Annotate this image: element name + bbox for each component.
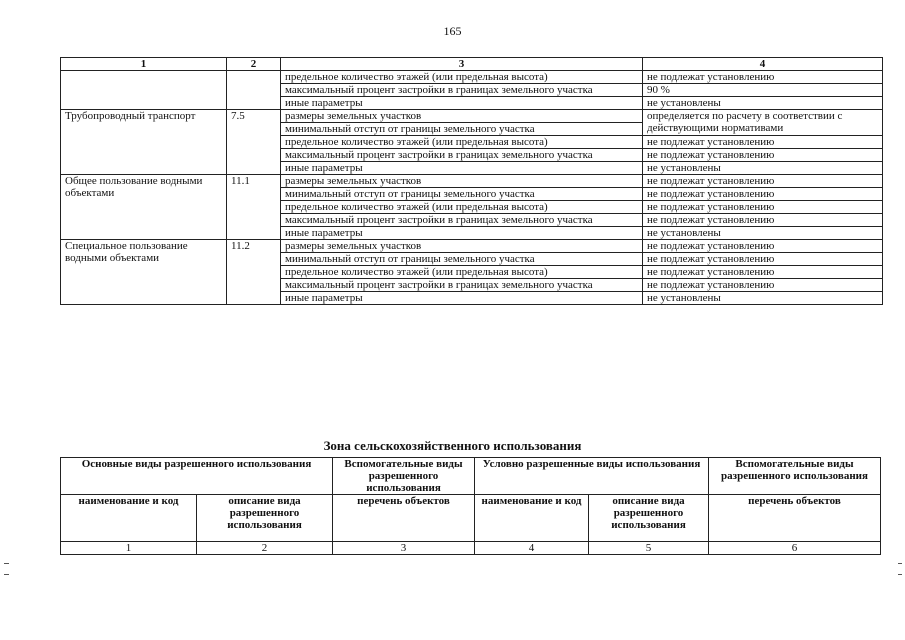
parameter-value: не подлежат установлению [643, 214, 883, 227]
conditional-uses-header: Условно разрешенные виды использования [475, 458, 709, 495]
column-number: 3 [281, 58, 643, 71]
parameter-name: размеры земельных участков [281, 110, 643, 123]
description-header: описание вида разрешенного использования [589, 495, 709, 542]
parameter-name: максимальный процент застройки в границах земельного участка [281, 84, 643, 97]
parameter-value: определяется по расчету в соответствии с действующими нормативами [643, 110, 883, 136]
description-header: описание вида разрешенного использования [197, 495, 333, 542]
column-number-row [61, 542, 881, 555]
use-type-code: 11.1 [227, 175, 281, 240]
table-row [61, 240, 883, 253]
use-type-code: 11.2 [227, 240, 281, 305]
parameter-value: не подлежат установлению [643, 240, 883, 253]
aux-uses-header: Вспомогательные виды разрешенного использования [333, 458, 475, 495]
parameter-name: минимальный отступ от границы земельного участка [281, 188, 643, 201]
objects-list-header: перечень объектов [333, 495, 475, 542]
parameter-value: не установлены [643, 97, 883, 110]
page-number: 165 [443, 24, 462, 38]
parameter-value: не подлежат установлению [643, 149, 883, 162]
column-number: 6 [709, 542, 881, 555]
objects-list-header: перечень объектов [709, 495, 881, 542]
parameter-name: максимальный процент застройки в границах земельного участка [281, 279, 643, 292]
parameter-name: предельное количество этажей (или предельная высота) [281, 71, 643, 84]
agricultural-zone-table [60, 457, 881, 555]
use-type-name: Трубопроводный транспорт [61, 110, 227, 175]
parameter-name: размеры земельных участков [281, 175, 643, 188]
parameter-value: не подлежат установлению [643, 279, 883, 292]
use-type-name [61, 71, 227, 110]
parameter-name: минимальный отступ от границы земельного участка [281, 253, 643, 266]
use-type-code [227, 71, 281, 110]
parameter-value: не подлежат установлению [643, 136, 883, 149]
column-number: 4 [475, 542, 589, 555]
parameter-name: максимальный процент застройки в границах земельного участка [281, 149, 643, 162]
aux-uses-header: Вспомогательные виды разрешенного использования [709, 458, 881, 495]
use-type-name: Общее пользование водными объектами [61, 175, 227, 240]
use-type-code: 7.5 [227, 110, 281, 175]
parameter-name: предельное количество этажей (или предельная высота) [281, 136, 643, 149]
parameter-name: предельное количество этажей (или предельная высота) [281, 266, 643, 279]
main-uses-header: Основные виды разрешенного использования [61, 458, 333, 495]
parameter-value: не установлены [643, 162, 883, 175]
parameter-name: иные параметры [281, 227, 643, 240]
parameter-value: 90 % [643, 84, 883, 97]
column-number: 1 [61, 542, 197, 555]
use-type-name: Специальное пользование водными объектами [61, 240, 227, 305]
margin-mark [898, 563, 902, 575]
top-header-row [61, 458, 881, 495]
name-code-header: наименование и код [61, 495, 197, 542]
column-number-row [61, 58, 883, 71]
parameter-value: не установлены [643, 292, 883, 305]
parameter-name: размеры земельных участков [281, 240, 643, 253]
parameter-value: не подлежат установлению [643, 201, 883, 214]
sub-header-row [61, 495, 881, 542]
margin-mark [4, 563, 9, 575]
table-row [61, 71, 883, 84]
parameter-name: иные параметры [281, 292, 643, 305]
column-number: 1 [61, 58, 227, 71]
parameter-name: максимальный процент застройки в границах земельного участка [281, 214, 643, 227]
section-title: Зона сельскохозяйственного использования [323, 438, 582, 453]
column-number: 3 [333, 542, 475, 555]
parameter-value: не подлежат установлению [643, 253, 883, 266]
land-use-parameters-table [60, 57, 883, 305]
column-number: 2 [197, 542, 333, 555]
column-number: 5 [589, 542, 709, 555]
parameter-name: минимальный отступ от границы земельного участка [281, 123, 643, 136]
parameter-value: не подлежат установлению [643, 188, 883, 201]
parameter-name: предельное количество этажей (или предельная высота) [281, 201, 643, 214]
parameter-value: не подлежат установлению [643, 71, 883, 84]
column-number: 4 [643, 58, 883, 71]
parameter-value: не подлежат установлению [643, 175, 883, 188]
table-row [61, 110, 883, 123]
parameter-value: не подлежат установлению [643, 266, 883, 279]
parameter-name: иные параметры [281, 97, 643, 110]
name-code-header: наименование и код [475, 495, 589, 542]
parameter-name: иные параметры [281, 162, 643, 175]
column-number: 2 [227, 58, 281, 71]
parameter-value: не установлены [643, 227, 883, 240]
table-row [61, 175, 883, 188]
